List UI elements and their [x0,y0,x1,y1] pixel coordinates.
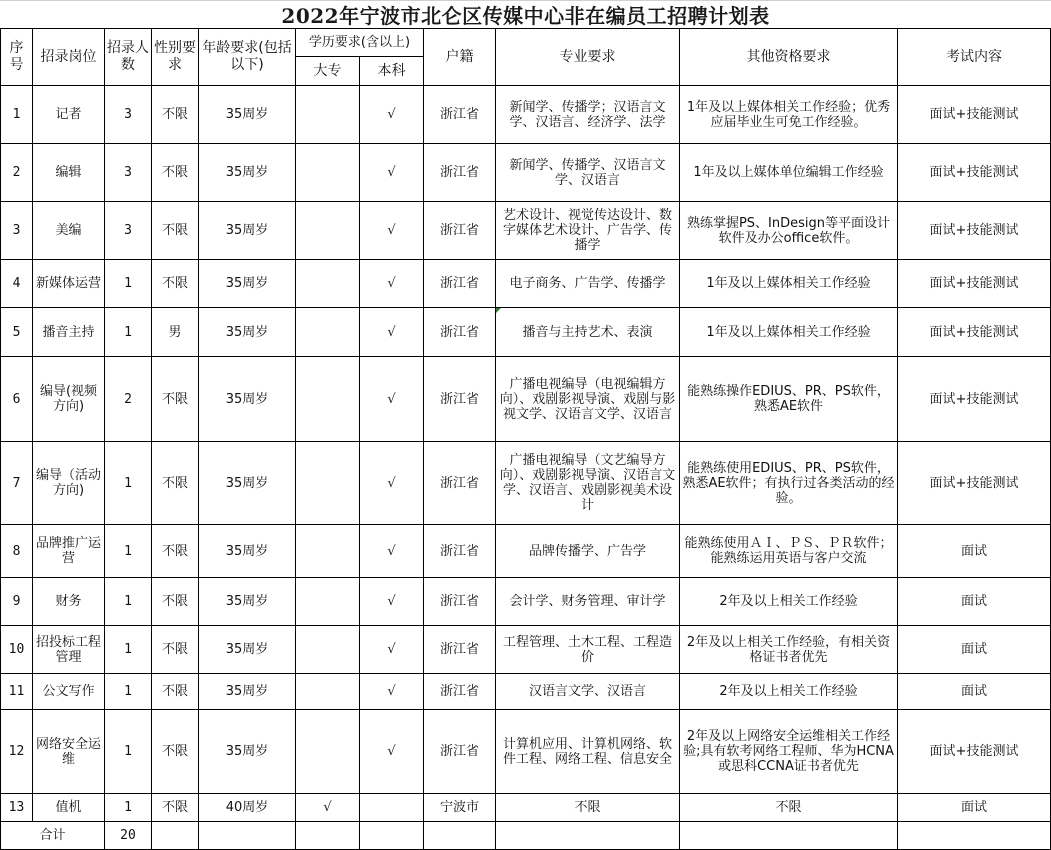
cell-seq: 4 [1,260,33,308]
cell-hukou: 浙江省 [424,202,496,260]
table-row [1,202,1051,260]
header-age: 年龄要求(包括以下) [199,29,296,86]
cell-position: 网络安全运维 [33,710,105,794]
empty-cell [424,822,496,850]
cell-bachelor-check: √ [360,710,424,794]
cell-hukou: 宁波市 [424,794,496,822]
header-hukou: 户籍 [424,29,496,86]
cell-bachelor-check: √ [360,357,424,442]
cell-gender: 不限 [152,260,199,308]
cell-age: 35周岁 [199,260,296,308]
table-row [1,260,1051,308]
cell-position: 招投标工程管理 [33,626,105,674]
cell-other: 1年及以上媒体相关工作经验；优秀应届毕业生可免工作经验。 [680,86,898,144]
cell-hukou: 浙江省 [424,626,496,674]
cell-position: 记者 [33,86,105,144]
cell-gender: 男 [152,308,199,357]
cell-gender: 不限 [152,86,199,144]
cell-count: 1 [105,794,152,822]
cell-bachelor-check: √ [360,86,424,144]
cell-bachelor-check: √ [360,626,424,674]
header-other: 其他资格要求 [680,29,898,86]
table-row [1,578,1051,626]
cell-count: 1 [105,442,152,525]
cell-age: 35周岁 [199,144,296,202]
cell-age: 35周岁 [199,308,296,357]
cell-exam: 面试+技能测试 [898,144,1051,202]
cell-position: 新媒体运营 [33,260,105,308]
cell-college-check [296,260,360,308]
cell-count: 1 [105,308,152,357]
cell-other: 2年及以上相关工作经验 [680,578,898,626]
header-position: 招录岗位 [33,29,105,86]
cell-other: 2年及以上相关工作经验 [680,674,898,710]
cell-college-check [296,357,360,442]
cell-bachelor-check: √ [360,308,424,357]
cell-gender: 不限 [152,578,199,626]
cell-age: 35周岁 [199,357,296,442]
cell-exam: 面试 [898,578,1051,626]
cell-hukou: 浙江省 [424,525,496,578]
cell-gender: 不限 [152,674,199,710]
cell-gender: 不限 [152,626,199,674]
cell-count: 1 [105,674,152,710]
cell-gender: 不限 [152,710,199,794]
cell-seq: 6 [1,357,33,442]
header-edu-college: 大专 [296,57,360,86]
table-row [1,626,1051,674]
page-title: 2022年宁波市北仑区传媒中心非在编员工招聘计划表 [0,0,1051,28]
cell-other: 不限 [680,794,898,822]
cell-gender: 不限 [152,144,199,202]
cell-exam: 面试 [898,794,1051,822]
cell-college-check [296,710,360,794]
table-row [1,710,1051,794]
cell-major: 新闻学、传播学；汉语言文学、汉语言、经济学、法学 [496,86,680,144]
cell-exam: 面试+技能测试 [898,442,1051,525]
cell-exam: 面试 [898,525,1051,578]
cell-exam: 面试+技能测试 [898,260,1051,308]
cell-major: 艺术设计、视觉传达设计、数字媒体艺术设计、广告学、传播学 [496,202,680,260]
cell-major: 广播电视编导（文艺编导方向）、戏剧影视导演、汉语言文学、汉语言、戏剧影视美术设计 [496,442,680,525]
cell-exam: 面试+技能测试 [898,308,1051,357]
cell-other: 2年及以上相关工作经验，有相关资格证书者优先 [680,626,898,674]
cell-position: 美编 [33,202,105,260]
cell-gender: 不限 [152,442,199,525]
cell-major: 汉语言文学、汉语言 [496,674,680,710]
cell-position: 财务 [33,578,105,626]
cell-count: 1 [105,710,152,794]
cell-other: 熟练掌握PS、InDesign等平面设计软件及办公office软件。 [680,202,898,260]
total-row [1,822,1051,850]
cell-age: 35周岁 [199,525,296,578]
cell-hukou: 浙江省 [424,674,496,710]
cell-exam: 面试+技能测试 [898,86,1051,144]
empty-cell [898,822,1051,850]
cell-seq: 5 [1,308,33,357]
cell-exam: 面试+技能测试 [898,357,1051,442]
cell-other: 1年及以上媒体相关工作经验 [680,308,898,357]
empty-cell [360,822,424,850]
cell-position: 品牌推广运营 [33,525,105,578]
cell-college-check [296,442,360,525]
cell-bachelor-check: √ [360,260,424,308]
table-row [1,794,1051,822]
cell-count: 1 [105,578,152,626]
cell-hukou: 浙江省 [424,442,496,525]
cell-age: 35周岁 [199,578,296,626]
table-row [1,525,1051,578]
cell-major: 广播电视编导（电视编辑方向）、戏剧影视导演、戏剧与影视文学、汉语言文学、汉语言 [496,357,680,442]
header-row-1 [1,29,1051,57]
cell-exam: 面试 [898,674,1051,710]
cell-bachelor-check: √ [360,525,424,578]
cell-count: 1 [105,626,152,674]
cell-age: 40周岁 [199,794,296,822]
cell-college-check [296,626,360,674]
cell-age: 35周岁 [199,86,296,144]
cell-seq: 7 [1,442,33,525]
cell-college-check [296,578,360,626]
cell-college-check [296,202,360,260]
total-count: 20 [105,822,152,850]
cell-hukou: 浙江省 [424,86,496,144]
cell-seq: 9 [1,578,33,626]
table-row [1,86,1051,144]
cell-seq: 3 [1,202,33,260]
cell-bachelor-check [360,794,424,822]
table-row [1,674,1051,710]
cell-major: 电子商务、广告学、传播学 [496,260,680,308]
cell-hukou: 浙江省 [424,578,496,626]
cell-position: 值机 [33,794,105,822]
cell-seq: 11 [1,674,33,710]
header-major: 专业要求 [496,29,680,86]
cell-position: 编导（活动方向) [33,442,105,525]
cell-age: 35周岁 [199,626,296,674]
cell-gender: 不限 [152,525,199,578]
cell-position: 编导(视频方向) [33,357,105,442]
cell-count: 3 [105,144,152,202]
cell-count: 2 [105,357,152,442]
cell-bachelor-check: √ [360,202,424,260]
cell-count: 1 [105,525,152,578]
cell-bachelor-check: √ [360,674,424,710]
cell-position: 播音主持 [33,308,105,357]
cell-major: 工程管理、土木工程、工程造价 [496,626,680,674]
cell-bachelor-check: √ [360,442,424,525]
header-seq: 序号 [1,29,33,86]
cell-other: 2年及以上网络安全运维相关工作经验;具有软考网络工程师、华为HCNA或思科CCNA证书者优先 [680,710,898,794]
table-row [1,308,1051,357]
total-label: 合计 [1,822,105,850]
cell-major: 播音与主持艺术、表演 [496,308,680,357]
empty-cell [680,822,898,850]
table-row [1,357,1051,442]
cell-seq: 13 [1,794,33,822]
cell-college-check [296,525,360,578]
cell-seq: 10 [1,626,33,674]
cell-exam: 面试 [898,626,1051,674]
cell-college-check [296,674,360,710]
cell-age: 35周岁 [199,442,296,525]
empty-cell [296,822,360,850]
cell-major: 会计学、财务管理、审计学 [496,578,680,626]
cell-other: 1年及以上媒体单位编辑工作经验 [680,144,898,202]
header-gender: 性别要求 [152,29,199,86]
cell-bachelor-check: √ [360,578,424,626]
cell-gender: 不限 [152,357,199,442]
table-row [1,144,1051,202]
cell-other: 能熟练操作EDIUS、PR、PS软件，熟悉AE软件 [680,357,898,442]
header-edu-bachelor: 本科 [360,57,424,86]
cell-count: 3 [105,202,152,260]
cell-position: 公文写作 [33,674,105,710]
cell-major: 新闻学、传播学、汉语言文学、汉语言 [496,144,680,202]
cell-major: 品牌传播学、广告学 [496,525,680,578]
cell-major: 计算机应用、计算机网络、软件工程、网络工程、信息安全 [496,710,680,794]
recruitment-plan-table [0,28,1051,850]
cell-seq: 2 [1,144,33,202]
cell-college-check: √ [296,794,360,822]
cell-seq: 1 [1,86,33,144]
table-row [1,442,1051,525]
cell-major: 不限 [496,794,680,822]
cell-age: 35周岁 [199,710,296,794]
header-exam: 考试内容 [898,29,1051,86]
cell-count: 1 [105,260,152,308]
empty-cell [496,822,680,850]
cell-hukou: 浙江省 [424,308,496,357]
header-education: 学历要求(含以上) [296,29,424,57]
header-count: 招录人数 [105,29,152,86]
cell-age: 35周岁 [199,202,296,260]
cell-hukou: 浙江省 [424,260,496,308]
cell-college-check [296,308,360,357]
cell-gender: 不限 [152,794,199,822]
cell-other: 1年及以上媒体相关工作经验 [680,260,898,308]
cell-seq: 8 [1,525,33,578]
cell-hukou: 浙江省 [424,710,496,794]
cell-age: 35周岁 [199,674,296,710]
cell-other: 能熟练使用EDIUS、PR、PS软件，熟悉AE软件；有执行过各类活动的经验。 [680,442,898,525]
cell-exam: 面试+技能测试 [898,202,1051,260]
cell-hukou: 浙江省 [424,144,496,202]
cell-bachelor-check: √ [360,144,424,202]
cell-gender: 不限 [152,202,199,260]
cell-hukou: 浙江省 [424,357,496,442]
empty-cell [152,822,199,850]
cell-count: 3 [105,86,152,144]
cell-exam: 面试+技能测试 [898,710,1051,794]
cell-other: 能熟练使用ＡＩ、ＰＳ、ＰＲ软件；能熟练运用英语与客户交流 [680,525,898,578]
empty-cell [199,822,296,850]
cell-college-check [296,144,360,202]
cell-seq: 12 [1,710,33,794]
cell-college-check [296,86,360,144]
cell-position: 编辑 [33,144,105,202]
